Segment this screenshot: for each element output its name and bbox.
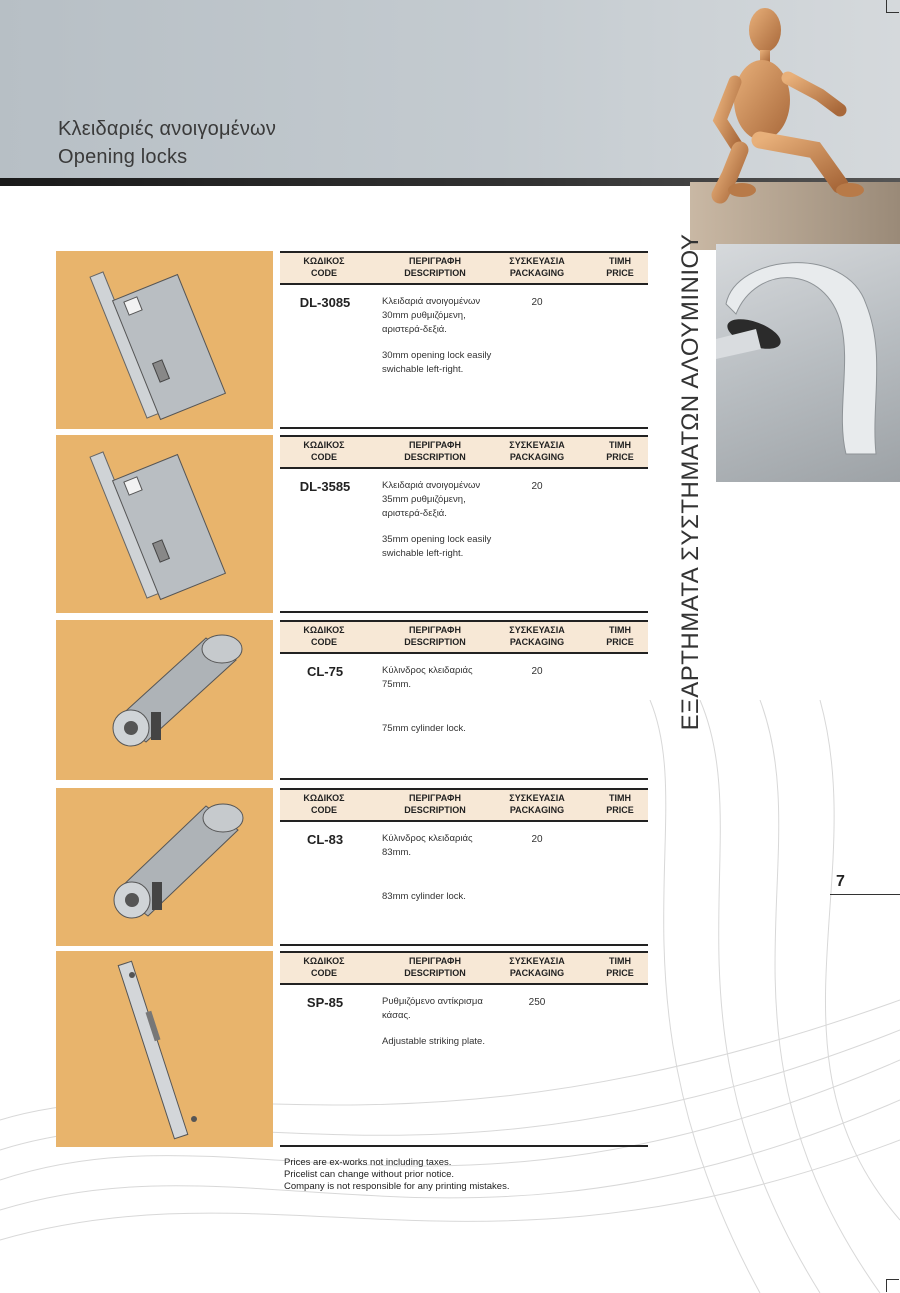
mannequin-illustration [690,0,900,250]
mortise-lock-image [56,251,273,429]
product-description: Κλειδαριά ανοιγομένων 30mm ρυθμιζόμενη, αριστερά-δεξιά. 30mm opening lock easily swichable left-right. [382,296,492,375]
product-packaging: 20 [531,666,543,677]
product-row [56,620,648,780]
product-row [56,251,648,429]
product-code: CL-75 [306,664,344,679]
row-divider [280,1145,648,1147]
product-image [56,620,273,780]
row-divider [280,427,648,429]
striking-plate-image [56,951,273,1147]
product-packaging: 20 [531,834,543,845]
page-number: 7 [836,873,845,890]
row-divider [280,944,648,946]
product-code: CL-83 [306,832,344,847]
product-packaging: 250 [528,997,546,1008]
table-header: ΚΩΔΙΚΟΣ CODE ΠΕΡΙΓΡΑΦΗ DESCRIPTION ΣΥΣΚΕΥΑΣΙΑ PACKAGING ΤΙΜΗ PRICE [280,435,648,469]
product-image [56,951,273,1147]
product-row [56,435,648,613]
product-description: Κλειδαριά ανοιγομένων 35mm ρυθμιζόμενη, αριστερά-δεξιά. 35mm opening lock easily swichable left-right. [382,480,492,559]
door-handle-photo [716,244,900,482]
row-divider [280,611,648,613]
product-packaging: 20 [531,297,543,308]
product-code: SP-85 [306,995,344,1010]
footer-notes: Prices are ex-works not including taxes. Pricelist can change without prior notice. Company is not responsible for any printing mistakes. [284,1157,510,1192]
product-row [56,788,648,946]
product-code: DL-3585 [299,479,351,494]
crop-mark [886,0,899,13]
product-table [280,251,648,429]
table-header: ΚΩΔΙΚΟΣ CODE ΠΕΡΙΓΡΑΦΗ DESCRIPTION ΣΥΣΚΕΥΑΣΙΑ PACKAGING ΤΙΜΗ PRICE [280,620,648,654]
table-header: ΚΩΔΙΚΟΣ CODE ΠΕΡΙΓΡΑΦΗ DESCRIPTION ΣΥΣΚΕΥΑΣΙΑ PACKAGING ΤΙΜΗ PRICE [280,951,648,985]
mortise-lock-image [56,435,273,613]
product-table [280,620,648,780]
product-description: Κύλινδρος κλειδαριάς 83mm. 83mm cylinder lock. [382,833,473,902]
cylinder-lock-image [56,620,273,780]
product-image [56,251,273,429]
product-image [56,788,273,946]
product-table [280,951,648,1147]
row-divider [280,778,648,780]
product-table [280,435,648,613]
table-header: ΚΩΔΙΚΟΣ CODE ΠΕΡΙΓΡΑΦΗ DESCRIPTION ΣΥΣΚΕΥΑΣΙΑ PACKAGING ΤΙΜΗ PRICE [280,788,648,822]
page-number-rule [830,894,900,895]
product-code: DL-3085 [299,295,351,310]
section-vertical-title: ΕΞΑΡΤΗΜΑΤΑ ΣΥΣΤΗΜΑΤΩΝ ΑΛΟΥΜΙΝΙΟΥ [677,233,704,731]
page-title-greek: Κλειδαριές ανοιγομένων [58,118,277,140]
page-title-english: Opening locks [58,146,188,168]
product-row [56,951,648,1147]
product-table [280,788,648,946]
product-description: Κύλινδρος κλειδαριάς 75mm. 75mm cylinder lock. [382,665,473,734]
crop-mark [886,1279,899,1292]
product-description: Ρυθμιζόμενο αντίκρισμα κάσας. Adjustable striking plate. [382,996,485,1047]
product-packaging: 20 [531,481,543,492]
cylinder-lock-image [56,788,273,946]
product-image [56,435,273,613]
table-header: ΚΩΔΙΚΟΣ CODE ΠΕΡΙΓΡΑΦΗ DESCRIPTION ΣΥΣΚΕΥΑΣΙΑ PACKAGING ΤΙΜΗ PRICE [280,251,648,285]
